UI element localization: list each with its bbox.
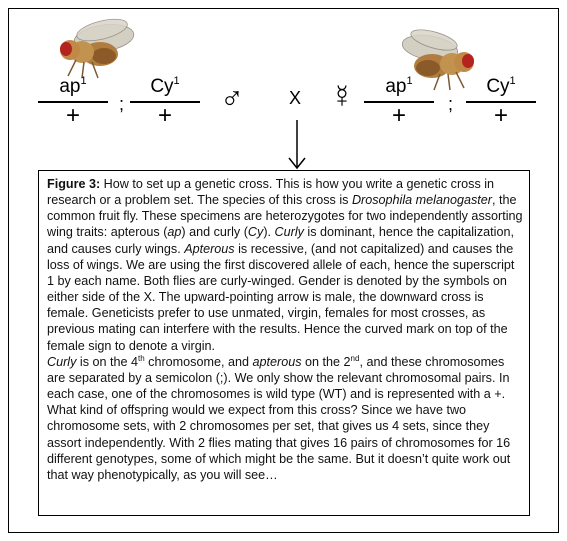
fruit-fly-image-left [52, 16, 138, 80]
caption-text: is recessive, (and not capitalized) and causes the loss of wings. We are using the first discovered allele of each, hence the superscript 1 by each name. Both flies are curly-winged. Gender is denoted by the symbols on either side of the X. The upward-pointing arrow is male, the downward cross is female. Geneticists prefer to use unmated, virgin, females for most crosses, as previous mating can interfere with the results. Hence the curved mark on top of the female sign to denote a virgin. [47, 241, 515, 353]
allele-superscript: 1 [406, 75, 413, 87]
gene-name: apterous [252, 354, 302, 369]
genotype-left-locus1 [38, 76, 108, 127]
semicolon-right: ; [448, 94, 454, 114]
allele-label: ap [385, 76, 407, 97]
caption-text: How to set up a genetic cross. This is how you write a genetic cross in research or a problem set. The species of this cross is [47, 177, 495, 208]
male-symbol-icon: ♂ [220, 80, 244, 116]
figure-caption [38, 170, 530, 516]
caption-text: ) and curly ( [181, 225, 248, 240]
cross-sign: X [289, 88, 302, 108]
gene-name: Apterous [184, 241, 235, 256]
caption-text: chromosome, and [144, 354, 253, 369]
genotype-right-locus1 [364, 76, 434, 127]
gene-name: Curly [47, 354, 77, 369]
wild-type-label: + [65, 102, 80, 129]
figure-label: Figure 3: [47, 177, 101, 191]
caption-text: ). [263, 225, 275, 240]
caption-text: is on the 4 [76, 354, 139, 369]
allele-label: ap [59, 76, 81, 97]
gene-symbol: Cy [247, 225, 264, 240]
gene-symbol: ap [167, 225, 182, 240]
species-name: Drosophila melanogaster [351, 193, 492, 208]
genotype-right-locus2 [466, 76, 536, 127]
wild-type-label: + [493, 102, 508, 129]
gene-name: Curly [274, 225, 304, 240]
caption-paragraph-3: What kind of offspring would we expect from this cross? Since we have two chromosome sets, with 2 chromosomes per set, that gives us 4 sets, since they assort independently. With 2 flies mating that gives 16 pairs of chromosomes for 16 different genotypes, some of which might be the same. But it doesn’t quite work out that way phenotypically, as you will see… [47, 403, 511, 482]
caption-paragraph-1 [47, 176, 523, 354]
down-arrow-icon [288, 120, 306, 170]
allele-superscript: 1 [80, 75, 87, 87]
caption-text: , the common fruit fly. These specimens are heterozygotes for two independently assorting wing traits: apterous ( [47, 193, 523, 240]
virgin-female-symbol-icon: ☿ [330, 78, 354, 114]
caption-text: is dominant, hence the capitalization, and causes curly wings. [47, 225, 514, 256]
caption-text: , and these chromosomes are separated by a semicolon (;). We only show the relevant chromosomal pairs. In each case, one of the chromosomes is wild type (WT) and is represented with a +. [47, 354, 510, 402]
allele-superscript: 1 [173, 75, 180, 87]
genotype-left-locus2 [130, 76, 200, 127]
wild-type-label: + [157, 102, 172, 129]
semicolon-left: ; [119, 94, 125, 114]
wild-type-label: + [391, 102, 406, 129]
allele-label: Cy [150, 76, 174, 97]
allele-label: Cy [486, 76, 510, 97]
allele-superscript: 1 [509, 75, 516, 87]
caption-text: on the 2 [301, 354, 351, 369]
ordinal-suffix: th [138, 353, 145, 363]
ordinal-suffix: nd [350, 353, 360, 363]
caption-paragraph-2 [47, 354, 523, 402]
